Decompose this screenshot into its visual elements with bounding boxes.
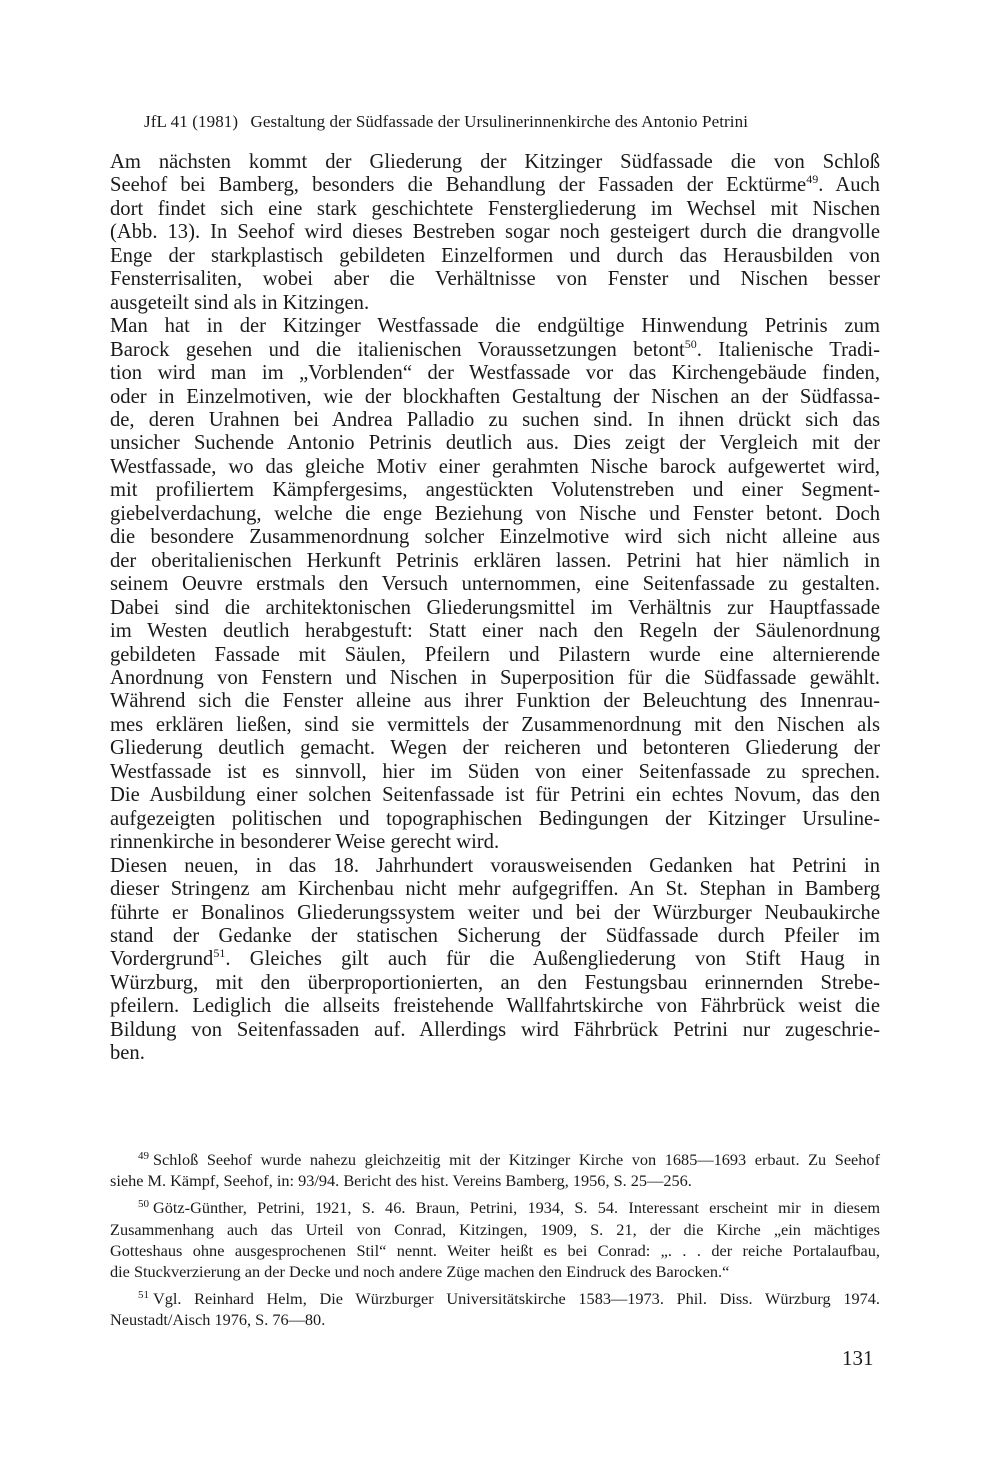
- text-line: Anordnung von Fenstern und Nischen in Superposition für die Südfassade gewählt.: [110, 666, 880, 689]
- footnote-number: 51: [138, 1289, 149, 1302]
- text-line: Die Ausbildung einer solchen Seitenfassade ist für Petrini ein echtes Novum, das den: [110, 784, 880, 807]
- text-line: im Westen deutlich herabgestuft: Statt einer nach den Regeln der Säulenordnung: [110, 620, 880, 643]
- body-text: [110, 151, 880, 1066]
- text-line: der oberitalienischen Herkunft Petrinis erklären lassen. Petrini hat hier nämlich in: [110, 549, 880, 572]
- footnote-reference: 51: [213, 946, 226, 961]
- text-line: oder in Einzelmotiven, wie der blockhaften Gestaltung der Nischen an der Südfassa-: [110, 385, 880, 408]
- journal-reference: JfL 41 (1981): [144, 112, 239, 131]
- text-line: de, deren Urahnen bei Andrea Palladio zu suchen sind. In ihnen drückt sich das: [110, 408, 880, 431]
- footnote-reference: 50: [684, 336, 697, 351]
- text-line: Am nächsten kommt der Gliederung der Kitzinger Südfassade die von Schloß: [110, 151, 880, 173]
- text-line: Fensterrisaliten, wobei aber die Verhältnisse von Fenster und Nischen besser: [110, 268, 880, 291]
- text-line: gebildeten Fassade mit Säulen, Pfeilern und Pilastern wurde eine alternierende: [110, 643, 880, 666]
- text-line: tion wird man im „Vorblenden“ der Westfassade vor das Kirchengebäude finden,: [110, 362, 880, 385]
- text-line: rinnenkirche in besonderer Weise gerecht wird.: [110, 831, 500, 854]
- text-line: Westfassade ist es sinnvoll, hier im Süden von einer Seitenfassade zu sprechen.: [110, 760, 880, 783]
- text-line: Westfassade, wo das gleiche Motiv einer gerahmten Nische barock aufgewertet wird,: [110, 455, 880, 478]
- footnote-line: die Stuckverzierung an der Decke und noch andere Züge machen den Eindruck des Barocken.“: [110, 1262, 730, 1282]
- text-line: mit profiliertem Kämpfergesims, angestückten Volutenstreben und einer Segment-: [110, 479, 880, 502]
- text-line: dieser Stringenz am Kirchenbau nicht mehr aufgegriffen. An St. Stephan in Bamberg: [110, 878, 880, 901]
- footnote-number: 49: [138, 1150, 149, 1162]
- text-line: Während sich die Fenster alleine aus ihrer Funktion der Beleuchtung des Innenrau-: [110, 690, 880, 713]
- footnote-line: Neustadt/Aisch 1976, S. 76—80.: [110, 1310, 326, 1330]
- text-line: Diesen neuen, in das 18. Jahrhundert vorausweisenden Gedanken hat Petrini in: [110, 854, 880, 877]
- page-number: 131: [842, 1346, 874, 1370]
- text-line: aufgezeigten politischen und topographischen Bedingungen der Kitzinger Ursuline-: [110, 807, 880, 830]
- text-line: (Abb. 13). In Seehof wird dieses Bestreben sogar noch gesteigert durch die drangvolle: [110, 221, 880, 244]
- footnote-51: [110, 1288, 880, 1330]
- paragraph: [110, 315, 880, 854]
- paragraph: [110, 151, 880, 315]
- text-line: Bildung von Seitenfassaden auf. Allerdings wird Fährbrück Petrini nur zugeschrie-: [110, 1018, 880, 1041]
- text-line: stand der Gedanke der statischen Sicherung der Südfassade durch Pfeiler im: [110, 924, 880, 947]
- text-line: dort findet sich eine stark geschichtete Fenstergliederung im Wechsel mit Nischen: [110, 197, 880, 220]
- text-line: Würzburg, mit den überproportionierten, an den Festungsbau erinnernden Strebe-: [110, 971, 880, 994]
- footnote-line: $^{51}$ Vgl. Reinhard Helm, Die Würzburger Universitätskirche 1583—1973. Phil. Diss. Würzburg 1974.: [138, 1289, 880, 1309]
- running-title: Gestaltung der Südfassade der Ursulinerinnenkirche des Antonio Petrini: [250, 112, 749, 131]
- text-line: unsicher Suchende Antonio Petrinis deutlich aus. Dies zeigt der Vergleich mit der: [110, 432, 880, 455]
- text-line: ben.: [110, 1042, 145, 1065]
- text-line: giebelverdachung, welche die enge Beziehung von Nische und Fenster betont. Doch: [110, 502, 880, 525]
- footnote-50: [110, 1197, 880, 1282]
- footnote-line: Zusammenhang auch das Urteil von Conrad, Kitzingen, 1909, S. 21, der die Kirche „ein mächtiges: [110, 1219, 880, 1239]
- text-line: mes erklären ließen, sind sie vermittels der Zusammenordnung mit den Nischen als: [110, 713, 880, 736]
- text-line: Dabei sind die architektonischen Gliederungsmittel im Verhältnis zur Hauptfassade: [110, 596, 880, 619]
- footnote-49: [110, 1149, 880, 1191]
- text-line: die besondere Zusammenordnung solcher Einzelmotive wird sich nicht alleine aus: [110, 526, 880, 549]
- text-line: Seehof bei Bamberg, besonders die Behandlung der Fassaden der Ecktürme$^{49}$. Auch: [110, 172, 880, 197]
- footnote-line: $^{50}$ Götz-Günther, Petrini, 1921, S. 46. Braun, Petrini, 1934, S. 54. Interessant erscheint mir in diesem: [138, 1198, 880, 1218]
- text-line: Vordergrund$^{51}$. Gleiches gilt auch für die Außengliederung von Stift Haug in: [110, 946, 880, 971]
- footnote-line: Gotteshaus ohne ausgesprochenen Stil“ nennt. Weiter heißt es bei Conrad: „. . . der reiche Portalaufbau,: [110, 1240, 880, 1260]
- text-line: ausgeteilt sind als in Kitzingen.: [110, 291, 370, 314]
- paragraph: [110, 855, 880, 1066]
- footnote-line: siehe M. Kämpf, Seehof, in: 93/94. Bericht des hist. Vereins Bamberg, 1956, S. 25—256.: [110, 1171, 692, 1191]
- text-line: Barock gesehen und die italienischen Voraussetzungen betont$^{50}$. Italienische Tradi-: [110, 336, 880, 361]
- text-line: Enge der starkplastisch gebildeten Einzelformen und durch das Herausbilden von: [110, 244, 880, 267]
- text-line: führte er Bonalinos Gliederungssystem weiter und bei der Würzburger Neubaukirche: [110, 901, 880, 924]
- footnotes: [110, 1149, 880, 1337]
- footnote-number: 50: [138, 1198, 149, 1211]
- text-line: Man hat in der Kitzinger Westfassade die endgültige Hinwendung Petrinis zum: [110, 315, 880, 338]
- text-line: seinem Oeuvre erstmals den Versuch unternommen, eine Seitenfassade zu gestalten.: [110, 573, 880, 596]
- text-line: pfeilern. Lediglich die allseits freistehende Wallfahrtskirche von Fährbrück weist die: [110, 995, 880, 1018]
- footnote-reference: 49: [806, 172, 819, 187]
- text-line: Gliederung deutlich gemacht. Wegen der reicheren und betonteren Gliederung der: [110, 737, 880, 760]
- running-header: [144, 112, 748, 132]
- footnote-line: $^{49}$ Schloß Seehof wurde nahezu gleichzeitig mit der Kitzinger Kirche von 1685—1693 erbaut. Zu Seehof: [138, 1150, 880, 1169]
